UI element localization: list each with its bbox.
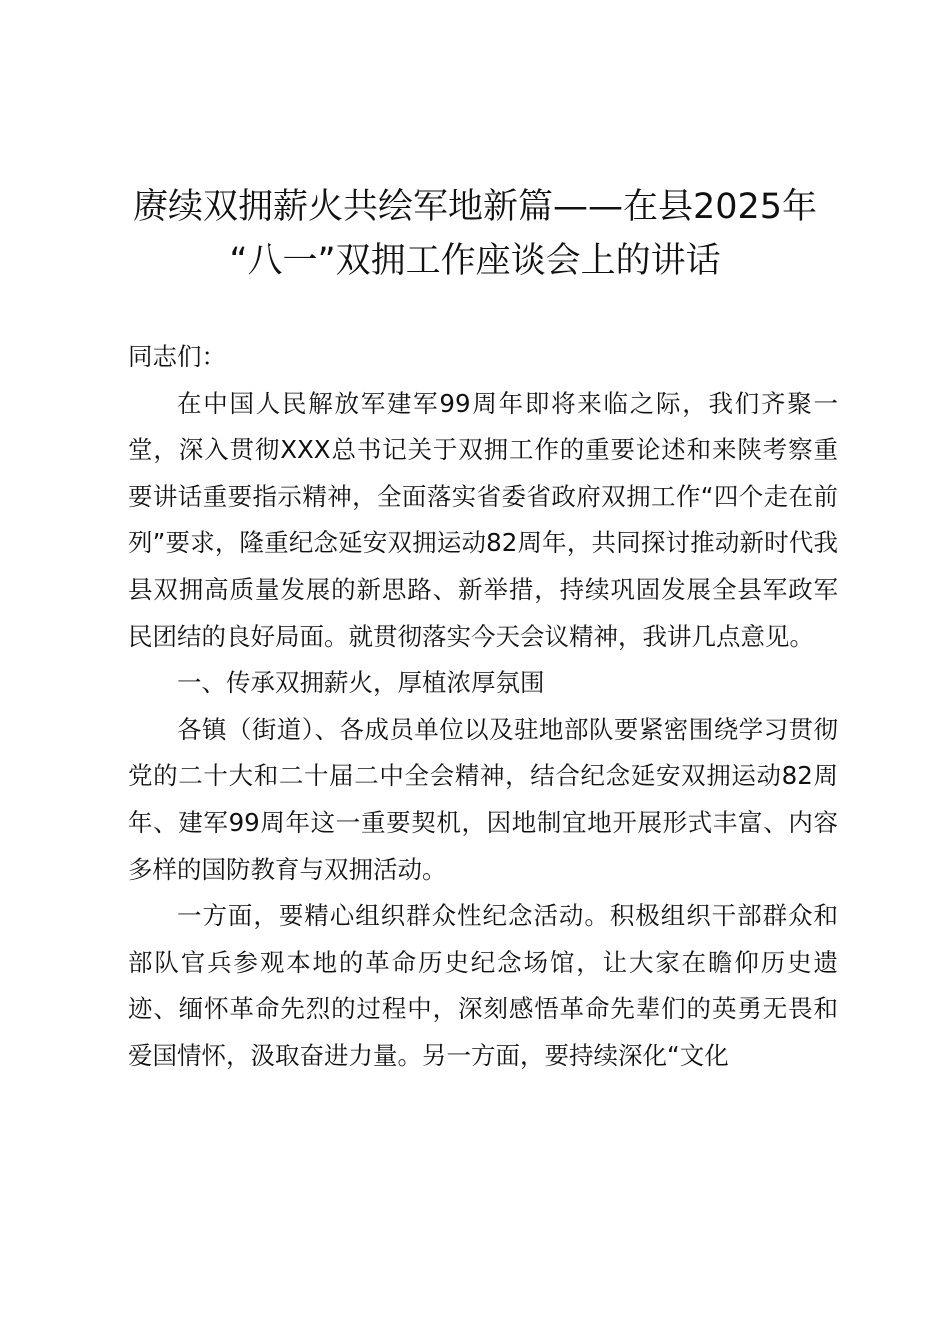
paragraph-section-1: 各镇（街道）、各成员单位以及驻地部队要紧密围绕学习贯彻党的二十大和二十届二中全会精神，结合纪念延安双拥运动82周年、建军99周年这一重要契机，因地制宜地开展形式丰富、内容多样的国防教育与双拥活动。 bbox=[128, 714, 838, 884]
section-heading-1: 一、传承双拥薪火，厚植浓厚氛围 bbox=[177, 668, 545, 698]
paragraph-activities: 一方面，要精心组织群众性纪念活动。积极组织干部群众和部队官兵参观本地的革命历史纪念场馆，让大家在瞻仰历史遗迹、缅怀革命先烈的过程中，深刻感悟革命先辈们的英勇无畏和爱国情怀，汲取奋进力量。另一方面，要持续深化“文化 bbox=[128, 901, 838, 1070]
paragraph-intro: 在中国人民解放军建军99周年即将来临之际，我们齐聚一堂，深入贯彻XXX总书记关于双拥工作的重要论述和来陕考察重要讲话重要指示精神，全面落实省委省政府双拥工作“四个走在前列”要求，隆重纪念延安双拥运动82周年，共同探讨推动新时代我县双拥高质量发展的新思路、新举措，持续巩固发展全县军政军民团结的良好局面。就贯彻落实今天会议精神，我讲几点意见。 bbox=[128, 388, 838, 651]
document-title bbox=[100, 180, 850, 288]
document-body bbox=[128, 334, 838, 1080]
title-line-2: “八一”双拥工作座谈会上的讲话 bbox=[229, 241, 721, 281]
salutation: 同志们： bbox=[128, 342, 226, 371]
title-line-1: 赓续双拥薪火共绘军地新篇——在县2025年 bbox=[132, 187, 818, 227]
